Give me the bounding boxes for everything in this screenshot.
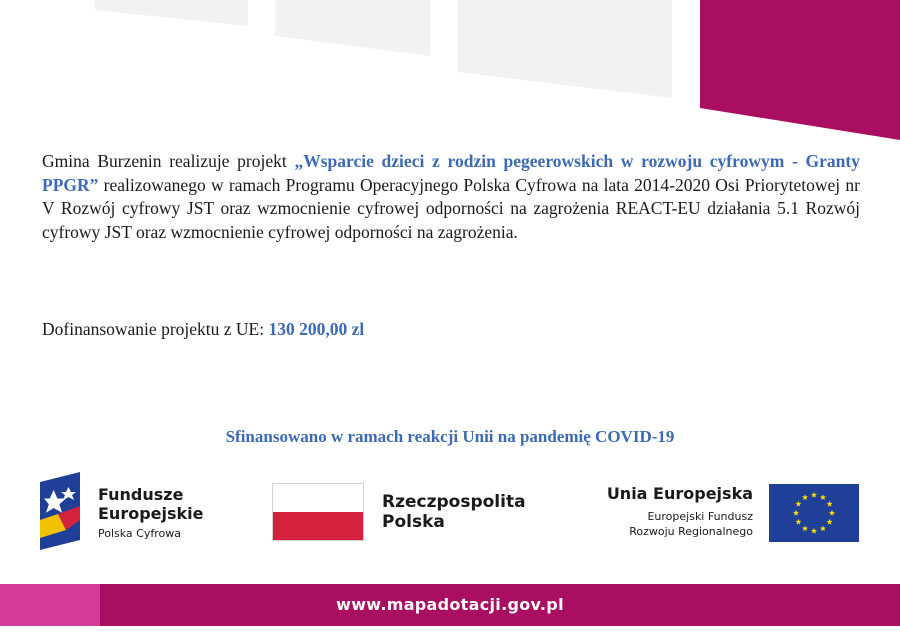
footer-bar	[0, 584, 900, 626]
project-intro: Gmina Burzenin realizuje projekt	[42, 151, 287, 171]
project-description	[42, 150, 860, 244]
top-decoration	[0, 0, 900, 140]
funding-amount: 130 200,00 zl	[268, 319, 365, 339]
footer-url[interactable]: www.mapadotacji.gov.pl	[336, 595, 564, 614]
project-title: „Wsparcie dzieci z rodzin pegeerowskich w rozwoju cyfrowym - Granty PPGR”	[42, 151, 860, 195]
funding-line	[42, 318, 364, 341]
fe-emblem-icon	[40, 472, 84, 550]
ue-line1: Unia Europejska	[606, 484, 753, 503]
fe-line1: Fundusze	[98, 485, 184, 504]
fe-line3: Polska Cyfrowa	[98, 527, 181, 540]
project-body: realizowanego w ramach Programu Operacyjnego Polska Cyfrowa na lata 2014-2020 Osi Priorytetowej nr V Rozwój cyfrowy JST oraz wzmocnienie cyfrowej odporności na zagrożenia REACT-EU działania 5.1 Rozwój cyfrowy JST oraz wzmocnienie cyfrowej odporności na zagrożenia.	[42, 174, 860, 242]
rp-line2: Polska	[382, 512, 445, 532]
polish-flag-icon	[272, 483, 364, 541]
rp-line1: Rzeczpospolita	[382, 492, 526, 512]
fe-line2: Europejskie	[98, 504, 204, 523]
ue-line2: Europejski Fundusz	[647, 510, 753, 523]
unia-europejska-logo	[575, 482, 865, 544]
fundusze-europejskie-logo	[40, 472, 240, 550]
eu-flag-icon	[769, 484, 859, 542]
financed-note: Sfinansowano w ramach reakcji Unii na pandemię COVID-19	[225, 427, 675, 446]
funding-label: Dofinansowanie projektu z UE:	[42, 319, 265, 339]
rzeczpospolita-polska-logo	[272, 483, 542, 543]
ue-line3: Rozwoju Regionalnego	[629, 525, 753, 538]
